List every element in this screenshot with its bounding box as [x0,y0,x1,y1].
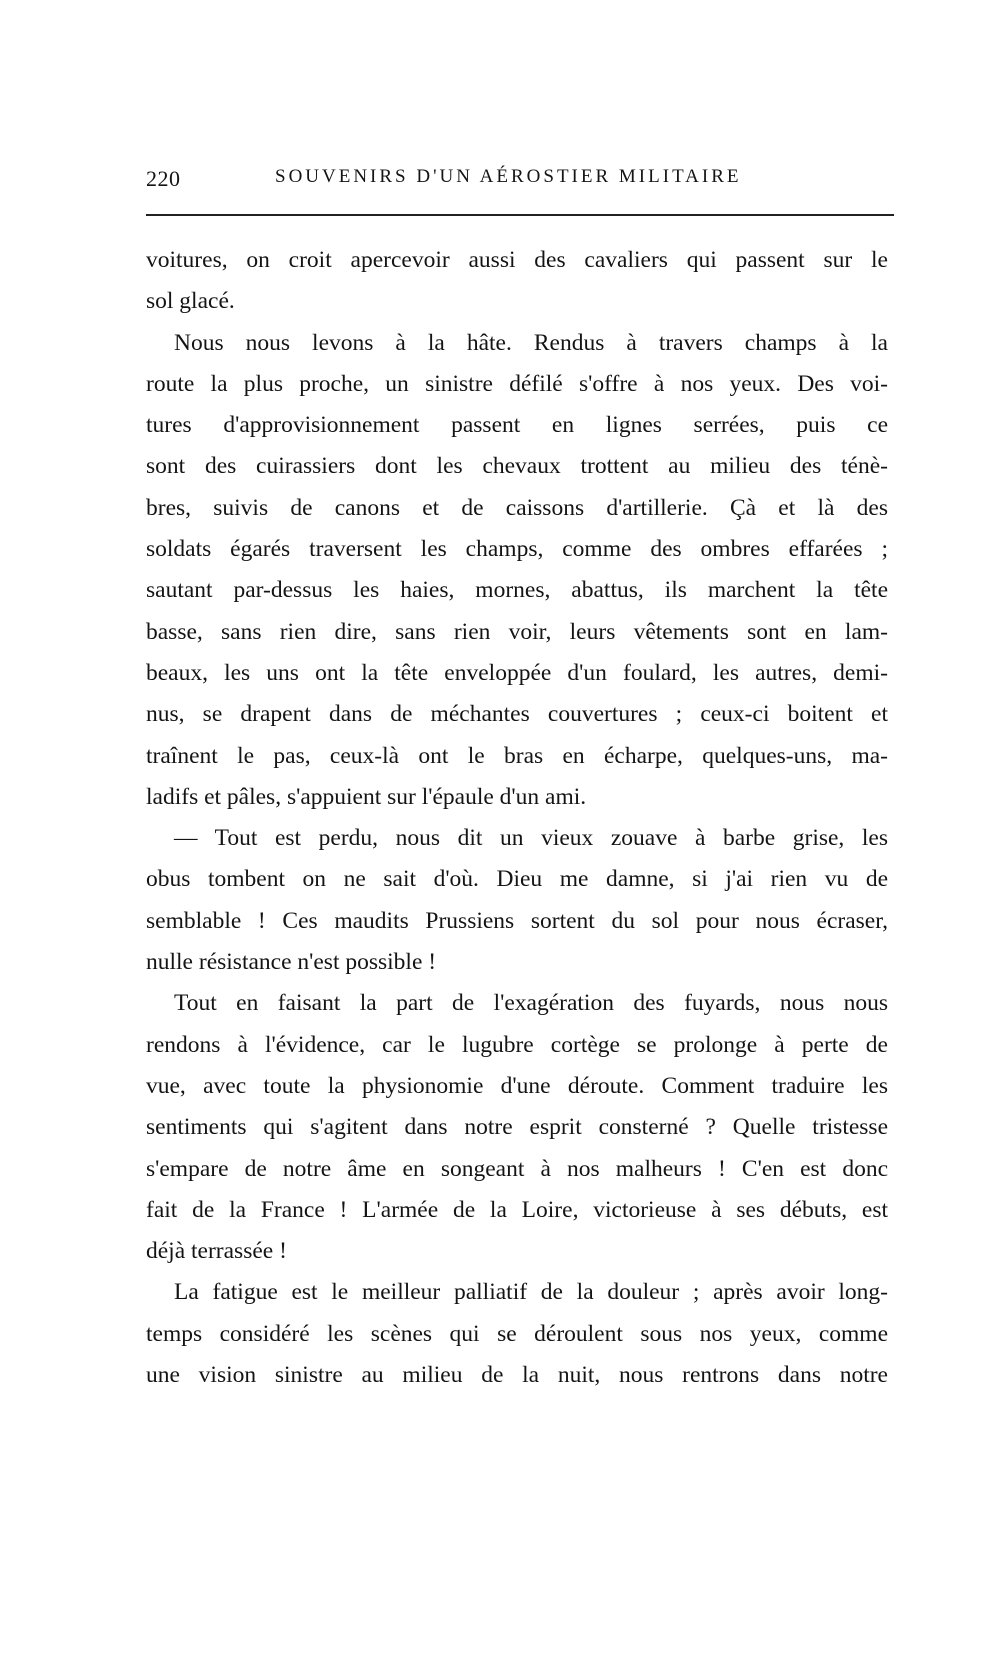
text-line: soldats égarés traversent les champs, comme des ombres effarées ; [146,536,888,563]
text-line: sol glacé. [146,288,235,315]
text-line: sautant par-dessus les haies, mornes, abattus, ils marchent la tête [146,577,888,604]
running-head [146,166,892,200]
text-line: Tout en faisant la part de l'exagération des fuyards, nous nous [174,990,888,1017]
text-line: sont des cuirassiers dont les chevaux trottent au milieu des ténè- [146,453,888,480]
text-line: La fatigue est le meilleur palliatif de la douleur ; après avoir long- [174,1279,888,1306]
header-rule [146,214,894,216]
body-text [146,240,888,1396]
text-line: nus, se drapent dans de méchantes couvertures ; ceux-ci boitent et [146,701,888,728]
text-line: ladifs et pâles, s'appuient sur l'épaule d'un ami. [146,783,587,810]
text-line: nulle résistance n'est possible ! [146,949,437,976]
text-line: bres, suivis de canons et de caissons d'artillerie. Çà et là des [146,494,888,521]
text-line: semblable ! Ces maudits Prussiens sortent du sol pour nous écraser, [146,907,888,934]
running-title: SOUVENIRS D'UN AÉROSTIER MILITAIRE [275,166,742,187]
text-line: sentiments qui s'agitent dans notre esprit consterné ? Quelle tristesse [146,1114,888,1141]
text-line: basse, sans rien dire, sans rien voir, leurs vêtements sont en lam- [146,618,888,645]
text-line: obus tombent on ne sait d'où. Dieu me damne, si j'ai rien vu de [146,866,888,893]
text-line: s'empare de notre âme en songeant à nos malheurs ! C'en est donc [146,1155,888,1182]
text-line: voitures, on croit apercevoir aussi des cavaliers qui passent sur le [146,247,888,273]
text-line: déjà terrassée ! [146,1238,287,1265]
text-line: fait de la France ! L'armée de la Loire, victorieuse à ses débuts, est [146,1196,888,1223]
text-line: vue, avec toute la physionomie d'une déroute. Comment traduire les [146,1072,888,1099]
text-line: rendons à l'évidence, car le lugubre cortège se prolonge à perte de [146,1031,888,1058]
text-line: une vision sinistre au milieu de la nuit, nous rentrons dans notre [146,1362,888,1389]
text-line: traînent le pas, ceux-là ont le bras en écharpe, quelques-uns, ma- [146,742,888,769]
text-line: beaux, les uns ont la tête enveloppée d'un foulard, les autres, demi- [146,659,888,686]
text-line: temps considéré les scènes qui se déroulent sous nos yeux, comme [146,1320,888,1347]
text-line: Nous nous levons à la hâte. Rendus à travers champs à la [174,329,888,356]
page-number: 220 [146,166,181,191]
text-line: tures d'approvisionnement passent en lignes serrées, puis ce [146,412,888,439]
text-line: — Tout est perdu, nous dit un vieux zouave à barbe grise, les [174,825,888,852]
text-line: route la plus proche, un sinistre défilé s'offre à nos yeux. Des voi- [146,370,888,397]
